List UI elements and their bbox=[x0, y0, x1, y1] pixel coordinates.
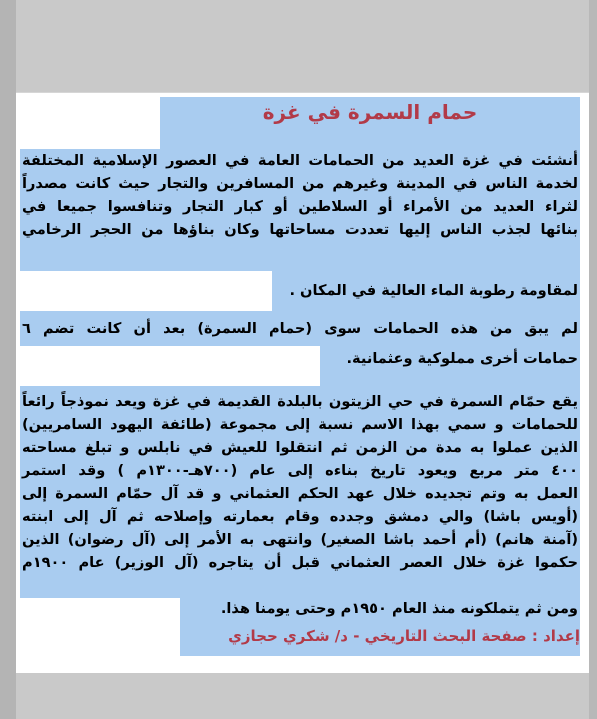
paragraph-3-line-9: ومن ثم يتملكونه منذ العام ١٩٥٠م وحتى يومنا هذا. bbox=[220, 600, 578, 617]
paragraph-1-line-3: لثراء العديد من الأمراء أو السلاطين أو كبار التجار وتنافسوا جميعا في bbox=[22, 198, 578, 215]
window-edge-left bbox=[0, 0, 16, 719]
paragraph-1-line-2: لخدمة الناس في المدينة وغيرهم من المسافرين والتجار حيث كانت مصدراً bbox=[22, 175, 578, 192]
author-credit: إعداد : صفحة البحث التاريخي - د/ شكري حجازي bbox=[228, 627, 580, 645]
paragraph-1-line-4: بنائها لجذب الناس إليها تعددت مساحاتها وكان بناؤها من الحجر الرخامي bbox=[22, 221, 578, 238]
paragraph-3-line-3: الذين عملوا به مدة من الزمن ثم انتقلوا للعيش في نابلس و تبلغ مساحته bbox=[22, 439, 578, 456]
window-edge-right bbox=[589, 0, 597, 719]
paragraph-1-line-1: أنشئت في غزة العديد من الحمامات العامة في العصور الإسلامية المختلفة bbox=[22, 152, 578, 169]
paragraph-1-line-5: لمقاومة رطوبة الماء العالية في المكان . bbox=[289, 282, 578, 299]
paragraph-2-line-1: لم يبق من هذه الحمامات سوى (حمام السمرة) بعد أن كانت تضم ٦ bbox=[22, 320, 578, 337]
paragraph-3-line-8: حكموا غزة خلال العصر العثماني قبل أن يتاجره (آل الوزير) عام ١٩٠٠م bbox=[22, 554, 578, 571]
paragraph-3-line-5: العمل به وتم تجديده خلال عهد الحكم العثماني و قد آل حمّام السمرة إلى bbox=[22, 485, 578, 502]
paragraph-2-line-2: حمامات أخرى مملوكية وعثمانية. bbox=[346, 350, 578, 367]
paragraph-3-line-2: للحمامات و سمي بهذا الاسم نسبة إلى مجموعة (طائفة اليهود السامريين) bbox=[22, 416, 578, 433]
paragraph-3-line-7: (آمنة هانم) (أم أحمد باشا الصغير) وانتهى به الأمر إلى (آل رضوان) الذين bbox=[22, 531, 578, 548]
paragraph-3-line-4: ٤٠٠ متر مربع ويعود تاريخ بناءه إلى عام (٧٠٠هـ-١٣٠٠م ) وقد استمر bbox=[22, 462, 578, 479]
paragraph-3-line-6: (أويس باشا) والي دمشق وجدده وقام بعمارته وإصلاحه ثم آل إلى ابنته bbox=[22, 508, 578, 525]
paragraph-3-line-1: يقع حمّام السمرة في حي الزيتون بالبلدة القديمة في غزة ويعد نموذجاً رائعاً bbox=[22, 393, 578, 410]
document-title: حمام السمرة في غزة bbox=[262, 100, 478, 124]
